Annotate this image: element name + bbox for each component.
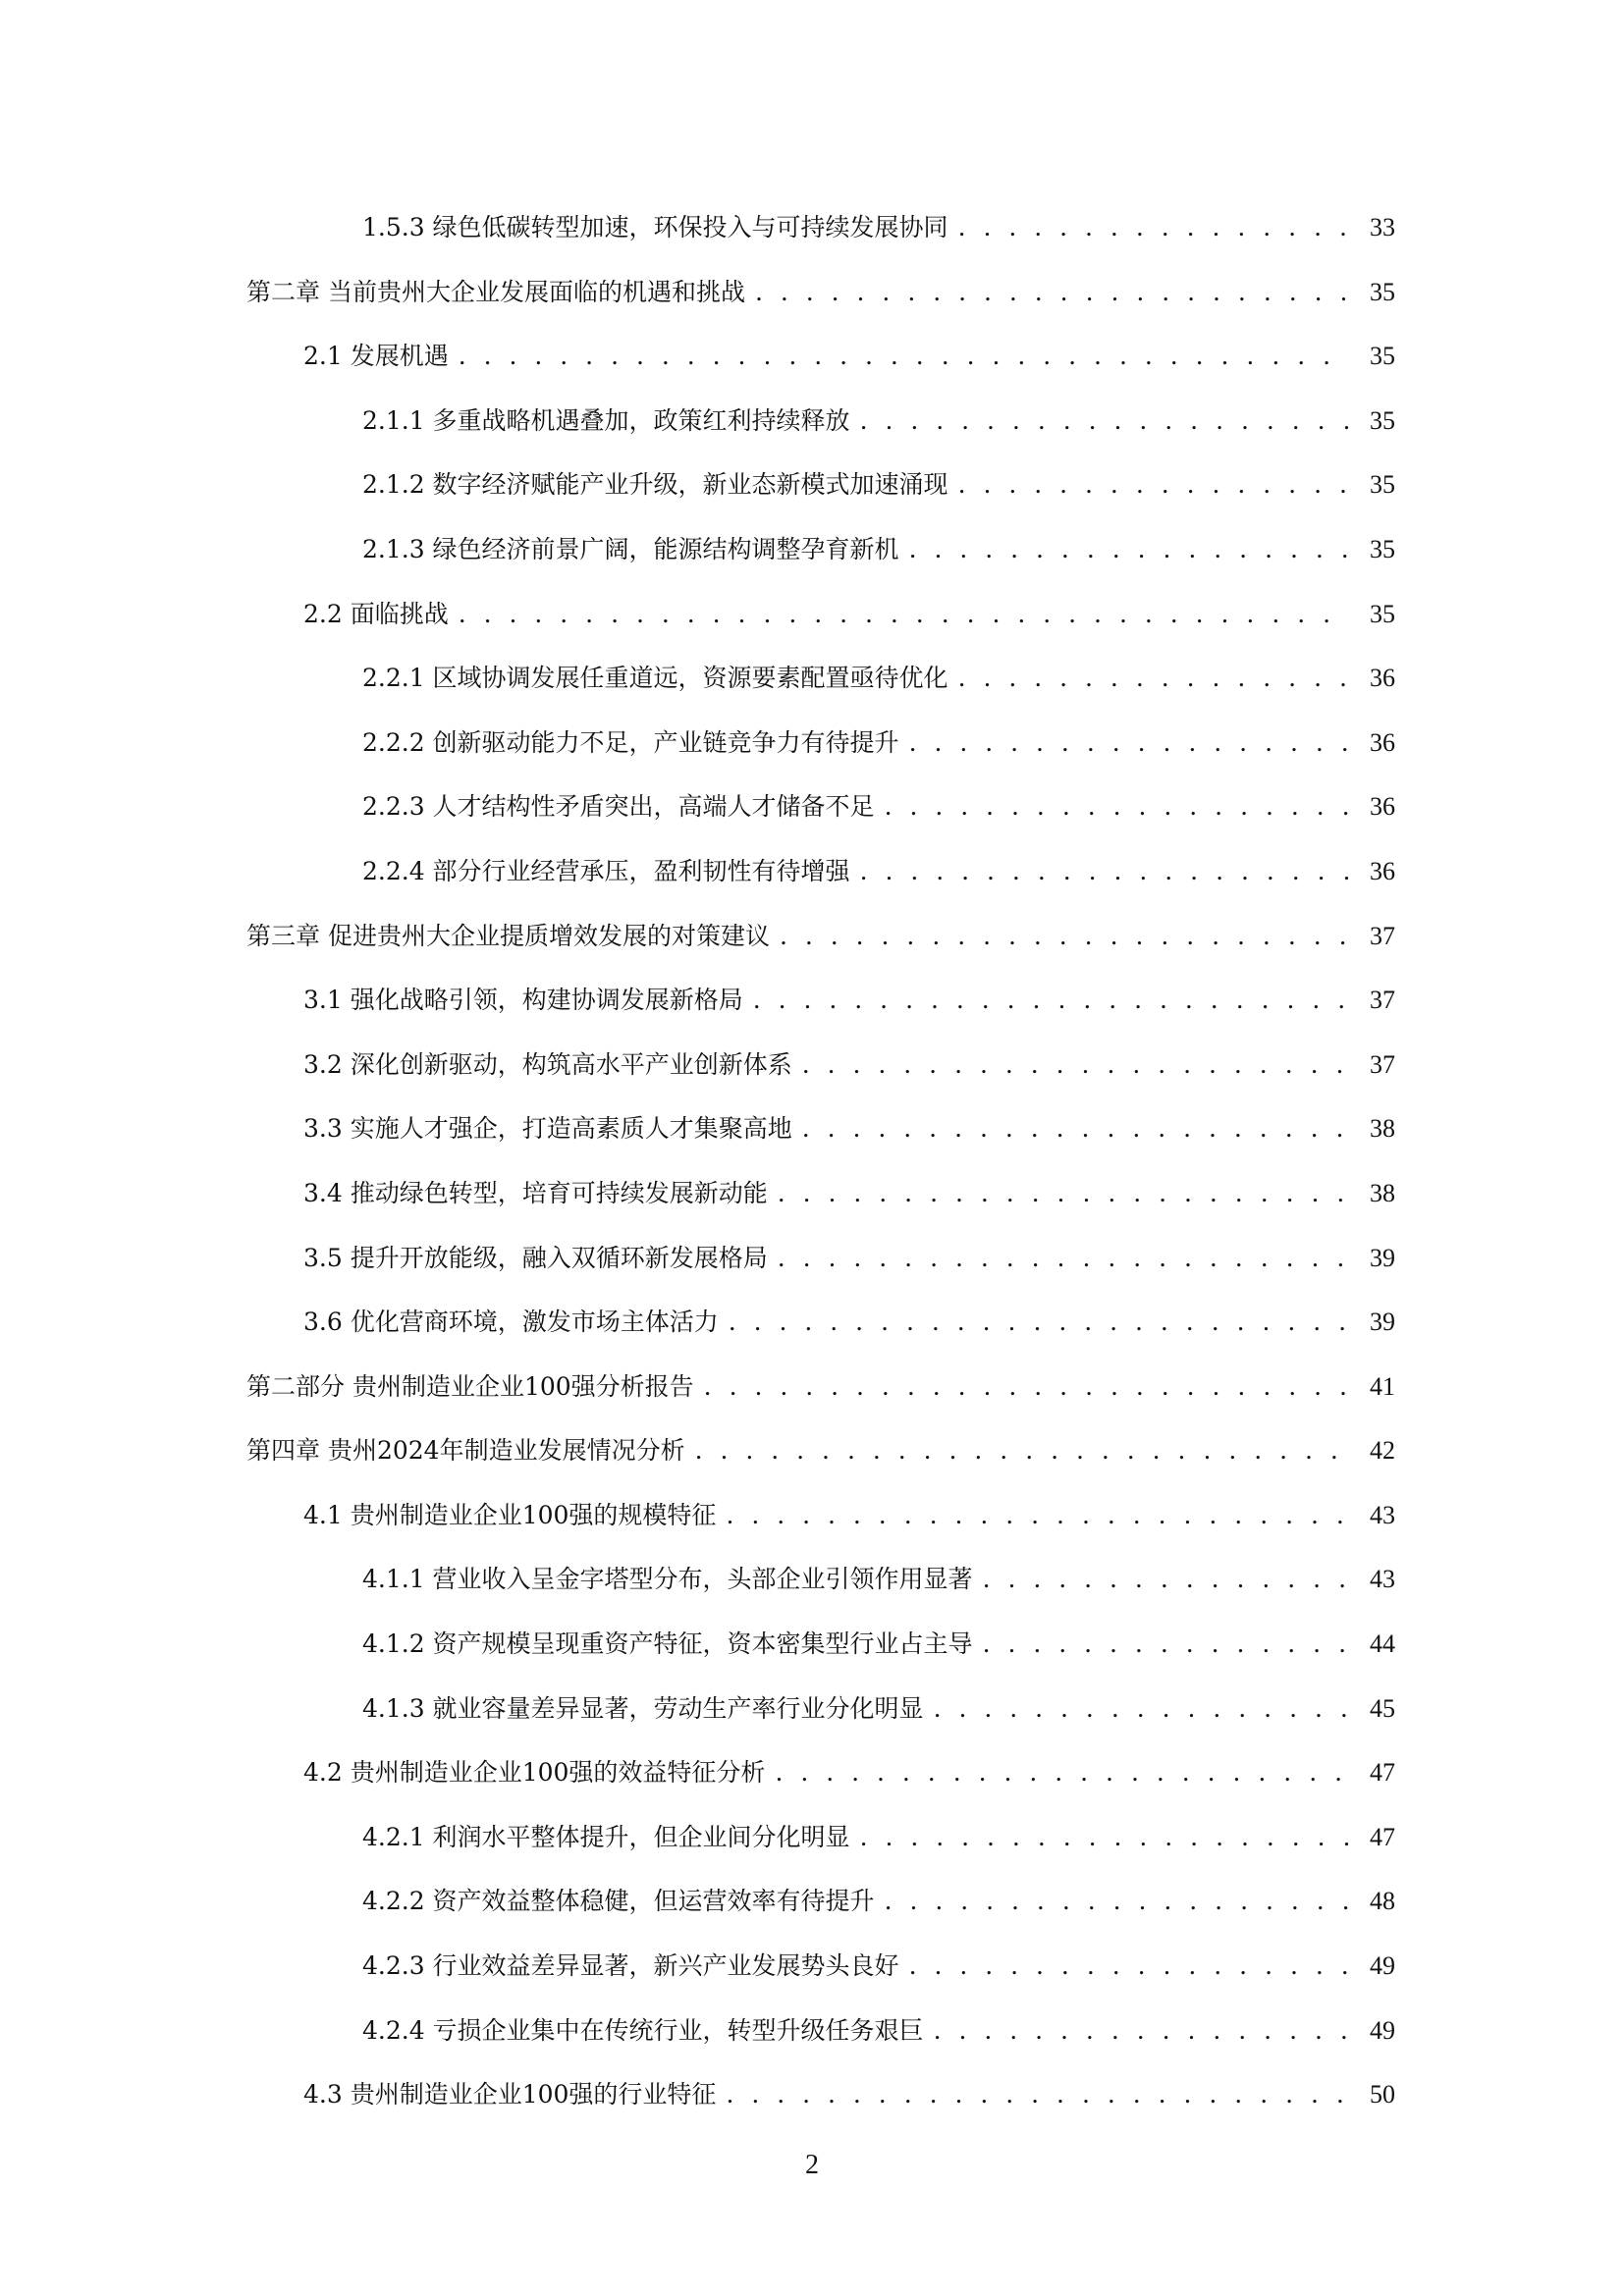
toc-entry[interactable]: [246, 337, 1395, 401]
dot-leader: [885, 1882, 1350, 1921]
toc-entry-page: 36: [1370, 727, 1395, 757]
toc-entry[interactable]: [246, 273, 1395, 338]
toc-entry[interactable]: [246, 1625, 1395, 1689]
dot-leader: [958, 208, 1350, 247]
toc-entry[interactable]: [246, 1174, 1395, 1239]
toc-entry-page: 35: [1370, 534, 1395, 563]
dot-leader: [459, 337, 1350, 376]
dot-leader: [755, 273, 1350, 312]
toc-entry-page: 33: [1370, 213, 1395, 241]
toc-entry-title: 3.5 提升开放能级，融入双循环新发展格局: [303, 1243, 768, 1272]
toc-entry[interactable]: [246, 1367, 1395, 1432]
toc-entry-title: 3.1 强化战略引领，构建协调发展新格局: [303, 986, 743, 1015]
toc-entry-title: 4.1.1 营业收入呈金字塔型分布，头部企业引领作用显著: [362, 1565, 973, 1594]
toc-entry-page: 43: [1370, 1565, 1395, 1594]
dot-leader: [780, 917, 1350, 956]
toc-entry[interactable]: [246, 1882, 1395, 1947]
dot-leader: [704, 1367, 1350, 1407]
toc-entry-title: 4.2.1 利润水平整体提升，但企业间分化明显: [362, 1822, 850, 1851]
toc-entry-title: 2.2.3 人才结构性矛盾突出，高端人才储备不足: [362, 792, 875, 822]
toc-entry[interactable]: [246, 659, 1395, 723]
toc-entry-page: 42: [1370, 1436, 1395, 1466]
toc-entry-page: 35: [1370, 470, 1395, 500]
toc-entry-page: 43: [1370, 1500, 1395, 1529]
toc-entry-title: 1.5.3 绿色低碳转型加速，环保投入与可持续发展协同: [362, 213, 948, 241]
toc-entry-page: 35: [1370, 599, 1395, 628]
dot-leader: [958, 659, 1350, 698]
toc-entry-page: 47: [1370, 1758, 1395, 1788]
toc-entry-page: 38: [1370, 1178, 1395, 1207]
dot-leader: [934, 2011, 1350, 2051]
dot-leader: [726, 2075, 1350, 2114]
toc-entry[interactable]: [246, 1689, 1395, 1754]
dot-leader: [860, 852, 1350, 891]
toc-entry-title: 第二章 当前贵州大企业发展面临的机遇和挑战: [246, 277, 745, 306]
dot-leader: [729, 1303, 1350, 1342]
toc-entry-title: 4.1 贵州制造业企业100强的规模特征: [303, 1500, 717, 1529]
toc-entry-page: 41: [1370, 1371, 1395, 1401]
toc-entry[interactable]: [246, 1753, 1395, 1818]
toc-entry-page: 45: [1370, 1693, 1395, 1723]
toc-entry-title: 3.3 实施人才强企，打造高素质人才集聚高地: [303, 1114, 792, 1144]
toc-entry-title: 第二部分 贵州制造业企业100强分析报告: [246, 1371, 694, 1401]
dot-leader: [958, 465, 1350, 505]
toc-entry[interactable]: [246, 401, 1395, 466]
toc-entry[interactable]: [246, 465, 1395, 530]
toc-entry[interactable]: [246, 2011, 1395, 2076]
toc-entry-title: 4.2.2 资产效益整体稳健，但运营效率有待提升: [362, 1887, 875, 1916]
toc-entry-page: 39: [1370, 1243, 1395, 1272]
toc-entry[interactable]: [246, 1109, 1395, 1174]
dot-leader: [860, 401, 1350, 441]
page-number: 2: [805, 2150, 819, 2180]
toc-entry-title: 4.1.2 资产规模呈现重资产特征，资本密集型行业占主导: [362, 1629, 973, 1659]
toc-entry[interactable]: [246, 723, 1395, 788]
toc-entry-page: 38: [1370, 1114, 1395, 1144]
toc-entry[interactable]: [246, 1239, 1395, 1304]
toc-entry-page: 49: [1370, 2015, 1395, 2045]
dot-leader: [778, 1174, 1350, 1213]
toc-entry-title: 第四章 贵州2024年制造业发展情况分析: [246, 1436, 685, 1466]
dot-leader: [909, 530, 1350, 569]
toc-entry-page: 39: [1370, 1308, 1395, 1337]
toc-entry-title: 2.1.2 数字经济赋能产业升级，新业态新模式加速涌现: [362, 470, 948, 500]
toc-entry[interactable]: [246, 1045, 1395, 1110]
toc-entry-title: 4.3 贵州制造业企业100强的行业特征: [303, 2080, 717, 2109]
toc-entry[interactable]: [246, 852, 1395, 917]
toc-entry-page: 36: [1370, 856, 1395, 885]
toc-entry-page: 47: [1370, 1822, 1395, 1851]
toc-entry-page: 50: [1370, 2080, 1395, 2109]
toc-entry[interactable]: [246, 1303, 1395, 1367]
toc-entry-page: 37: [1370, 986, 1395, 1015]
toc-entry-title: 2.1 发展机遇: [303, 342, 449, 371]
toc-entry[interactable]: [246, 595, 1395, 660]
dot-leader: [983, 1625, 1350, 1664]
toc-entry-title: 4.2.3 行业效益差异显著，新兴产业发展势头良好: [362, 1951, 899, 1981]
dot-leader: [778, 1239, 1350, 1278]
toc-entry-title: 2.1.3 绿色经济前景广阔，能源结构调整孕育新机: [362, 534, 899, 563]
toc-entry-title: 2.2.2 创新驱动能力不足，产业链竞争力有待提升: [362, 727, 899, 757]
dot-leader: [802, 1109, 1350, 1148]
dot-leader: [983, 1560, 1350, 1599]
toc-entry-page: 48: [1370, 1887, 1395, 1916]
toc-entry[interactable]: [246, 917, 1395, 982]
toc-entry[interactable]: [246, 1560, 1395, 1625]
toc-entry-page: 35: [1370, 277, 1395, 306]
toc-entry-title: 4.2.4 亏损企业集中在传统行业，转型升级任务艰巨: [362, 2015, 924, 2045]
toc-entry-title: 第三章 促进贵州大企业提质增效发展的对策建议: [246, 921, 770, 950]
toc-entry-page: 37: [1370, 921, 1395, 950]
toc-entry-title: 2.1.1 多重战略机遇叠加，政策红利持续释放: [362, 405, 850, 435]
dot-leader: [802, 1045, 1350, 1085]
toc-entry[interactable]: [246, 1818, 1395, 1883]
dot-leader: [775, 1753, 1350, 1792]
toc-entry-page: 36: [1370, 792, 1395, 822]
toc-entry-title: 3.2 深化创新驱动，构筑高水平产业创新体系: [303, 1049, 792, 1079]
toc-entry-title: 2.2.4 部分行业经营承压，盈利韧性有待增强: [362, 856, 850, 885]
dot-leader: [860, 1818, 1350, 1857]
toc-entry-page: 35: [1370, 342, 1395, 371]
dot-leader: [459, 595, 1350, 634]
toc-entry[interactable]: [246, 208, 1395, 273]
dot-leader: [726, 1496, 1350, 1535]
toc-entry-title: 2.2 面临挑战: [303, 599, 449, 628]
dot-leader: [885, 787, 1350, 827]
toc-entry[interactable]: [246, 530, 1395, 595]
toc-entry-page: 36: [1370, 664, 1395, 693]
toc-entry-page: 37: [1370, 1049, 1395, 1079]
toc-entry[interactable]: [246, 981, 1395, 1045]
toc-entry[interactable]: [246, 1496, 1395, 1561]
dot-leader: [909, 1947, 1350, 1986]
toc-entry-page: 44: [1370, 1629, 1395, 1659]
toc-entry[interactable]: [246, 1431, 1395, 1496]
dot-leader: [909, 723, 1350, 763]
dot-leader: [695, 1431, 1350, 1470]
toc-entry[interactable]: [246, 1947, 1395, 2011]
toc-entry-page: 49: [1370, 1951, 1395, 1981]
toc-entry[interactable]: [246, 787, 1395, 852]
toc-entry[interactable]: [246, 2075, 1395, 2140]
toc-entry-title: 4.2 贵州制造业企业100强的效益特征分析: [303, 1758, 766, 1788]
dot-leader: [753, 981, 1350, 1020]
toc-entry-page: 35: [1370, 405, 1395, 435]
table-of-contents: [246, 208, 1395, 2140]
toc-entry-title: 4.1.3 就业容量差异显著，劳动生产率行业分化明显: [362, 1693, 924, 1723]
toc-entry-title: 3.4 推动绿色转型，培育可持续发展新动能: [303, 1178, 768, 1207]
toc-entry-title: 2.2.1 区域协调发展任重道远，资源要素配置亟待优化: [362, 664, 948, 693]
dot-leader: [934, 1689, 1350, 1729]
toc-entry-title: 3.6 优化营商环境，激发市场主体活力: [303, 1308, 719, 1337]
